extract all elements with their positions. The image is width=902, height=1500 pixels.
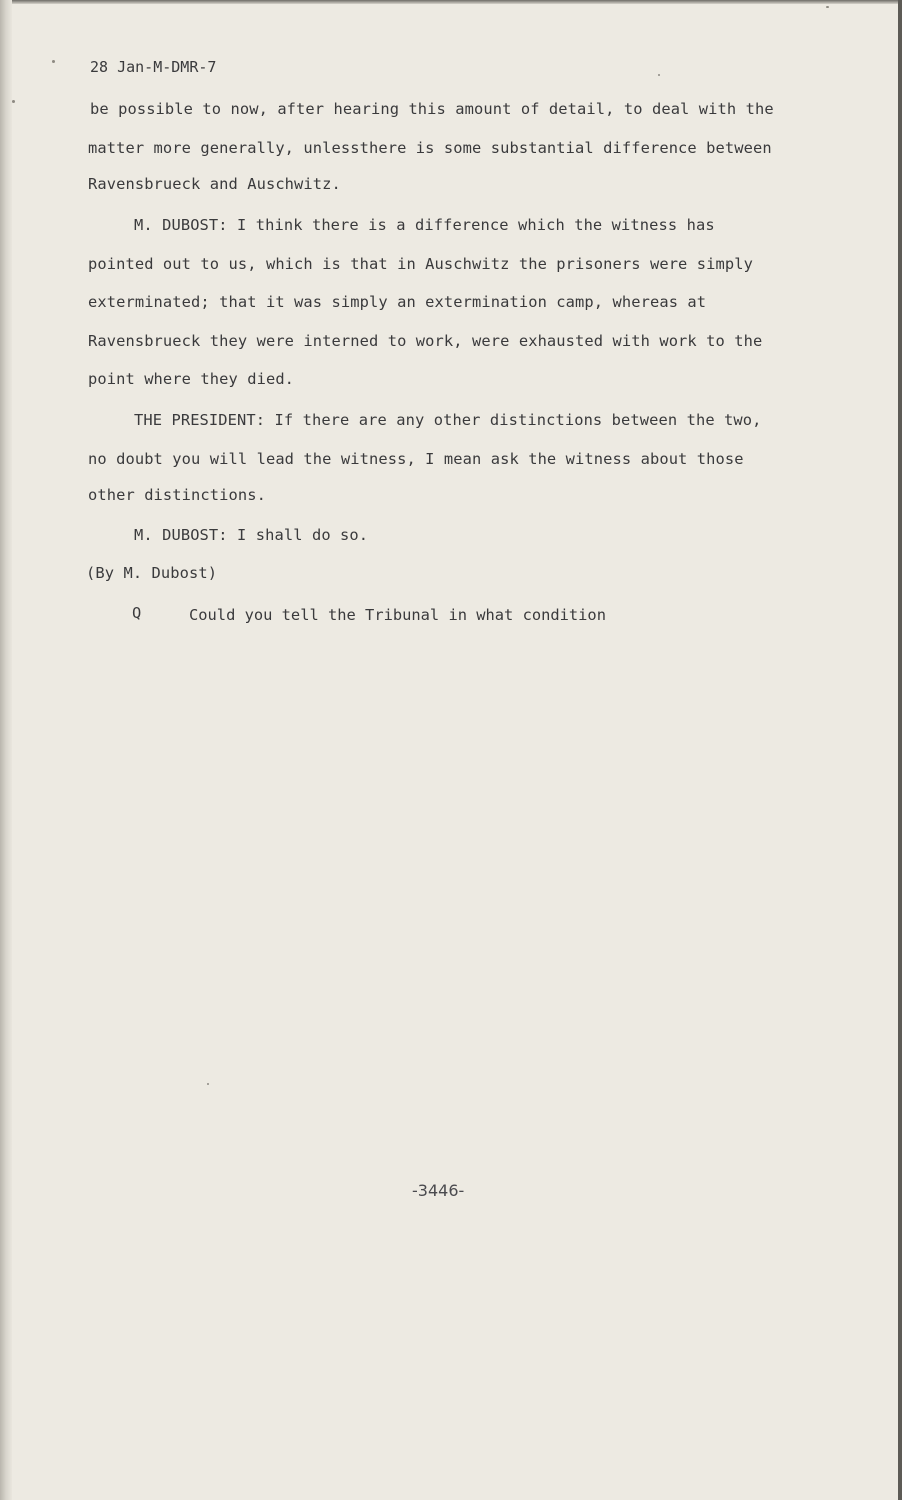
page-number: -3446- [412, 1181, 465, 1200]
page-identifier: 28 Jan-M-DMR-7 [90, 58, 217, 76]
paper-speck [52, 60, 55, 63]
page-top-edge [0, 0, 902, 4]
text-line: exterminated; that it was simply an extermination camp, whereas at [88, 293, 707, 311]
page-right-edge [898, 0, 902, 1500]
text-line: matter more generally, unlessthere is some substantial difference between [88, 139, 772, 157]
text-line: pointed out to us, which is that in Auschwitz the prisoners were simply [88, 255, 753, 273]
text-line: M. DUBOST: I shall do so. [134, 526, 369, 544]
text-line: (By M. Dubost) [86, 564, 218, 582]
page-left-edge [0, 0, 12, 1500]
question-label: Q [132, 604, 142, 622]
text-line: THE PRESIDENT: If there are any other distinctions between the two, [134, 411, 762, 429]
text-line: point where they died. [88, 370, 295, 388]
paper-speck [12, 100, 15, 103]
paper-speck [826, 6, 829, 8]
text-line: be possible to now, after hearing this amount of detail, to deal with the [90, 100, 774, 118]
text-line: Ravensbrueck and Auschwitz. [88, 175, 341, 193]
question-text: Could you tell the Tribunal in what condition [189, 606, 606, 624]
text-line: Ravensbrueck they were interned to work, were exhausted with work to the [88, 332, 763, 350]
text-line: other distinctions. [88, 486, 266, 504]
paper-speck [658, 74, 660, 76]
paper-speck [207, 1083, 209, 1085]
text-line: M. DUBOST: I think there is a difference which the witness has [134, 216, 715, 234]
text-line: no doubt you will lead the witness, I mean ask the witness about those [88, 450, 744, 468]
